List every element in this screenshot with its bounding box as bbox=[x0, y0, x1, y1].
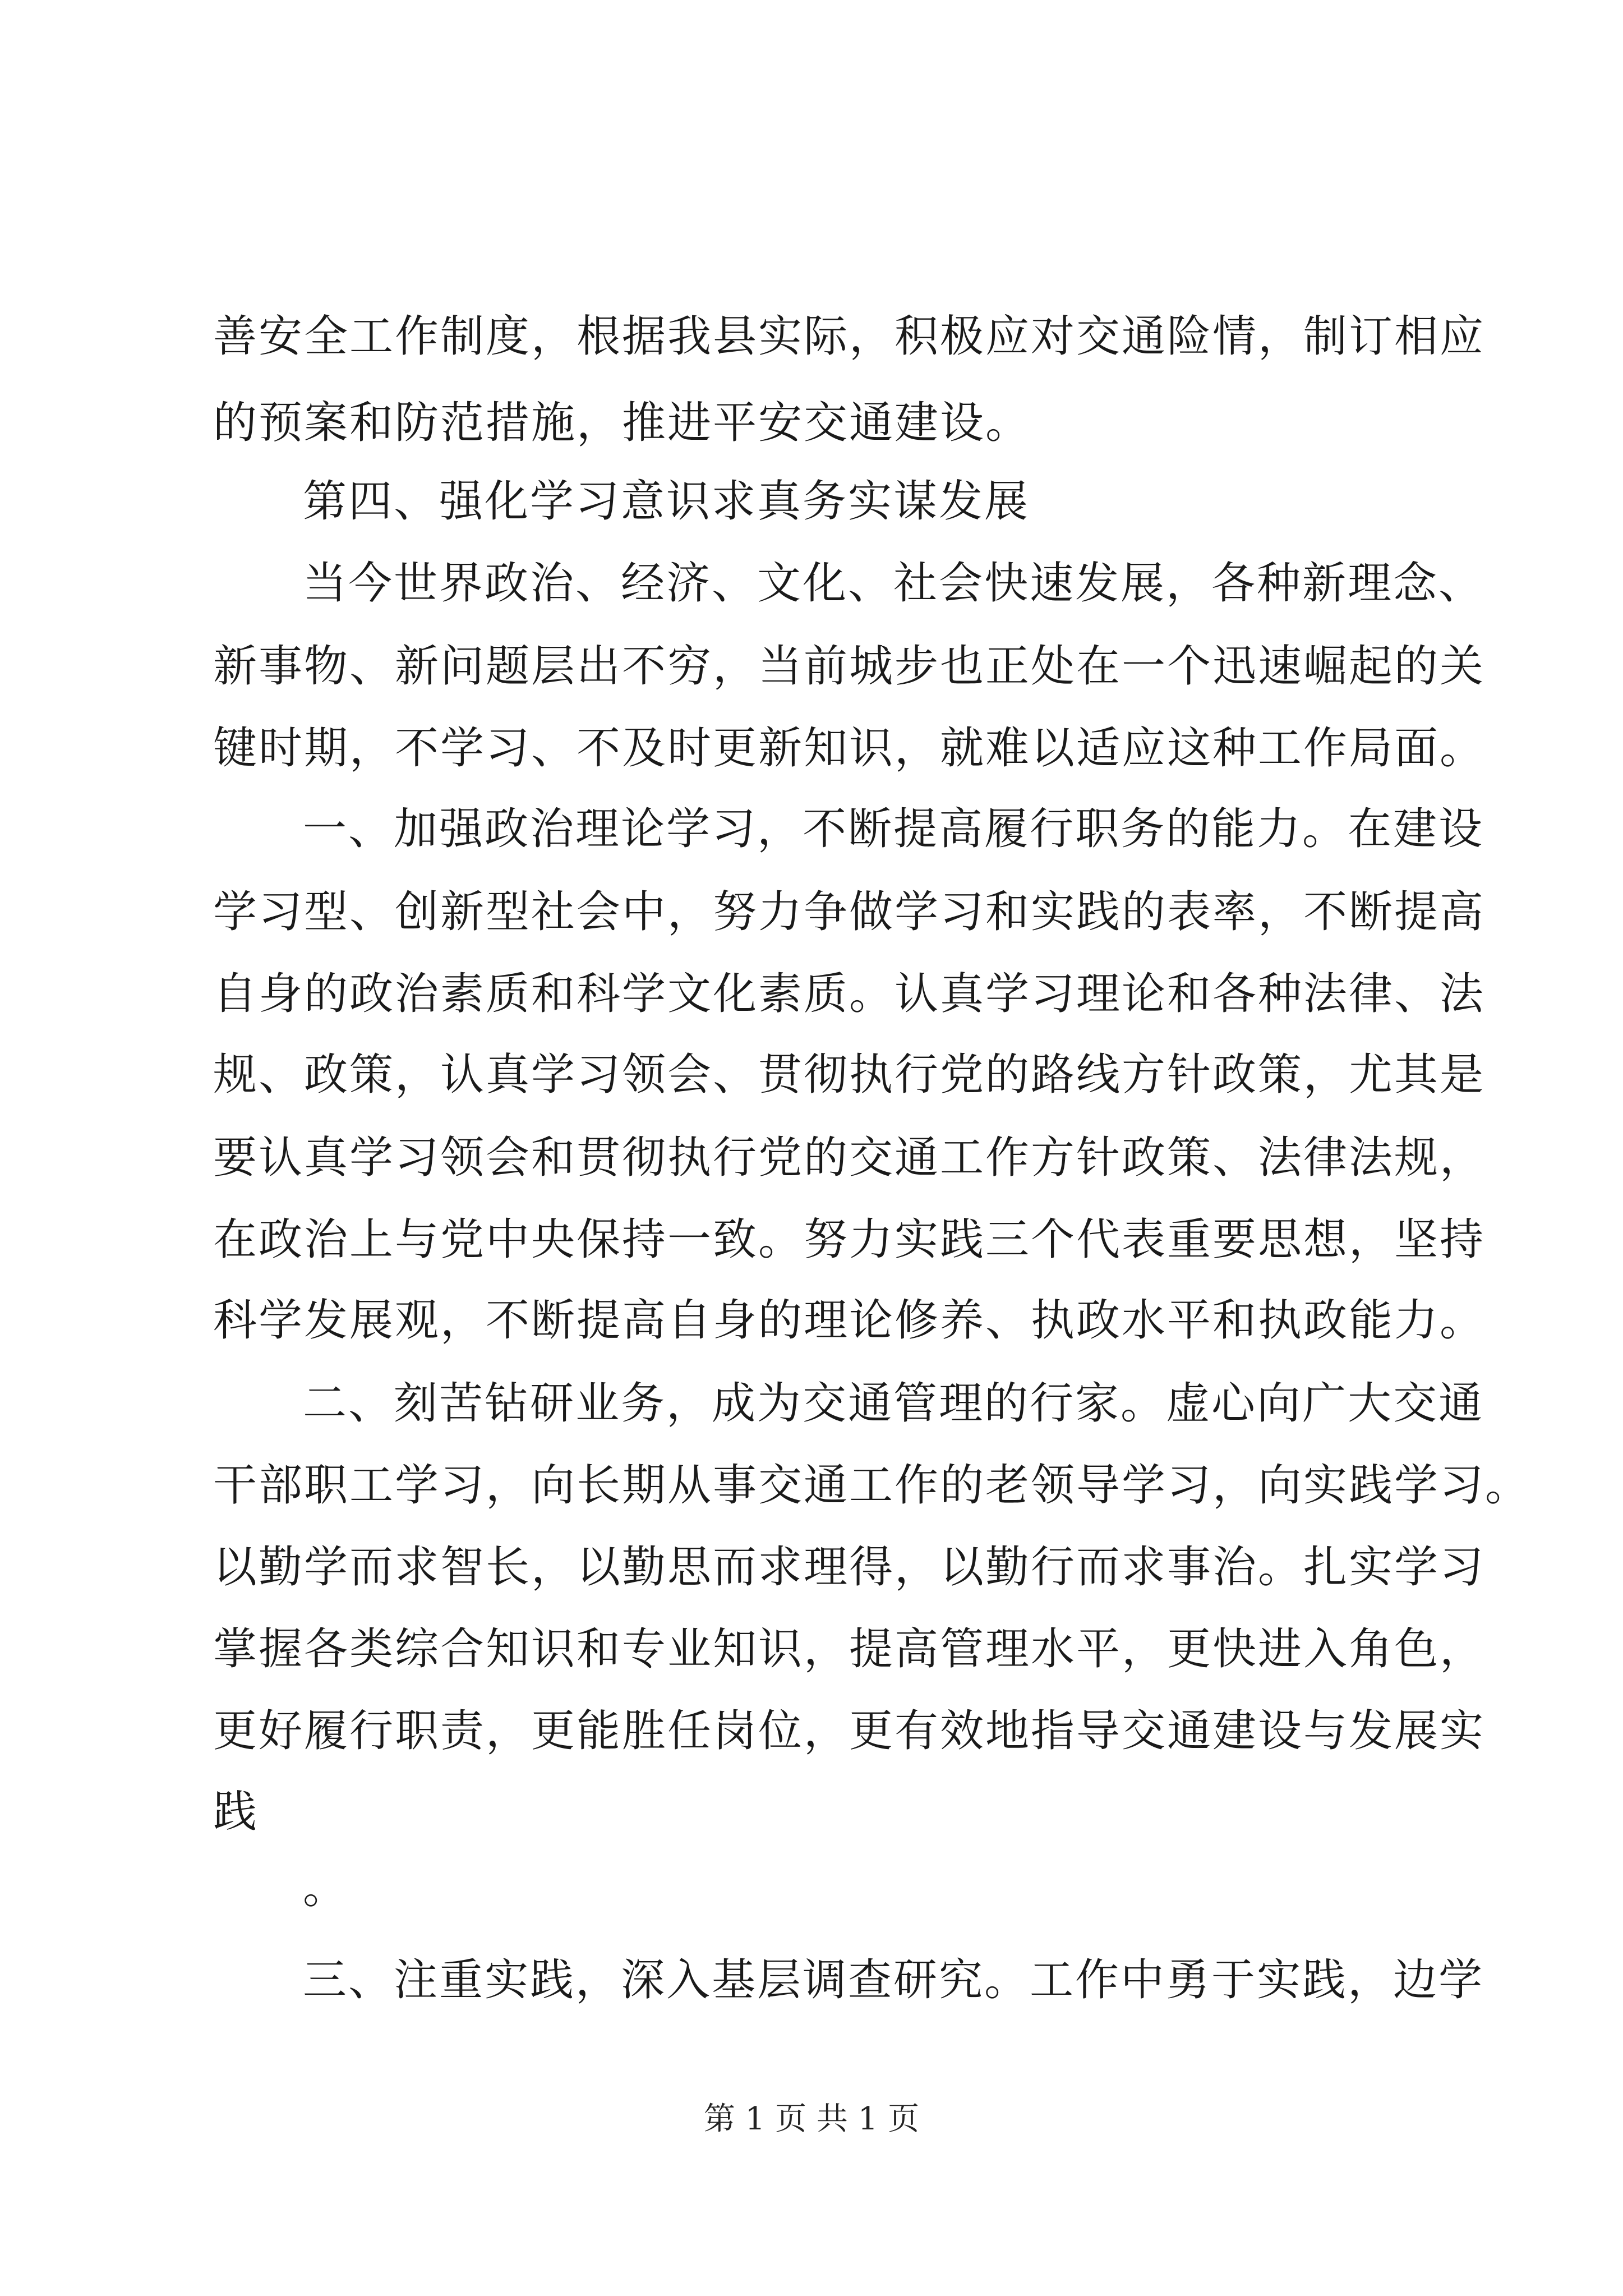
text-line: 在政治上与党中央保持一致。努力实践三个代表重要思想，坚持 bbox=[213, 1214, 1486, 1265]
text-line: 科学发展观，不断提高自身的理论修养、执政水平和执政能力。 bbox=[213, 1295, 1486, 1346]
text-line: 践 bbox=[213, 1787, 259, 1837]
text-line: 善安全工作制度，根据我县实际，积极应对交通险情，制订相应 bbox=[213, 311, 1486, 362]
text-line: 键时期，不学习、不及时更新知识，就难以适应这种工作局面。 bbox=[213, 723, 1486, 774]
text-line: 掌握各类综合知识和专业知识，提高管理水平，更快进入角色， bbox=[213, 1624, 1486, 1674]
text-line: 三、注重实践，深入基层调查研究。工作中勇于实践，边学 bbox=[303, 1955, 1484, 2005]
text-line: 新事物、新问题层出不穷，当前城步也正处在一个迅速崛起的关 bbox=[213, 641, 1486, 692]
text-line: 。 bbox=[303, 1863, 349, 1913]
text-line: 当今世界政治、经济、文化、社会快速发展，各种新理念、 bbox=[303, 558, 1484, 609]
section-heading: 第四、强化学习意识求真务实谋发展 bbox=[303, 476, 1030, 527]
text-line: 以勤学而求智长，以勤思而求理得，以勤行而求事治。扎实学习 bbox=[213, 1542, 1486, 1593]
text-line: 的预案和防范措施，推进平安交通建设。 bbox=[213, 398, 1031, 448]
text-line: 自身的政治素质和科学文化素质。认真学习理论和各种法律、法 bbox=[213, 969, 1486, 1019]
text-line: 更好履行职责，更能胜任岗位，更有效地指导交通建设与发展实 bbox=[213, 1706, 1486, 1756]
text-line: 要认真学习领会和贯彻执行党的交通工作方针政策、法律法规， bbox=[213, 1133, 1486, 1183]
text-line: 干部职工学习，向长期从事交通工作的老领导学习，向实践学习。 bbox=[213, 1460, 1531, 1511]
text-line: 二、刻苦钻研业务，成为交通管理的行家。虚心向广大交通 bbox=[303, 1378, 1484, 1429]
page-footer: 第 1 页 共 1 页 bbox=[703, 2101, 920, 2137]
text-line: 一、加强政治理论学习，不断提高履行职务的能力。在建设 bbox=[303, 804, 1484, 854]
text-line: 学习型、创新型社会中，努力争做学习和实践的表率，不断提高 bbox=[213, 887, 1486, 937]
text-line: 规、政策，认真学习领会、贯彻执行党的路线方针政策，尤其是 bbox=[213, 1050, 1486, 1100]
